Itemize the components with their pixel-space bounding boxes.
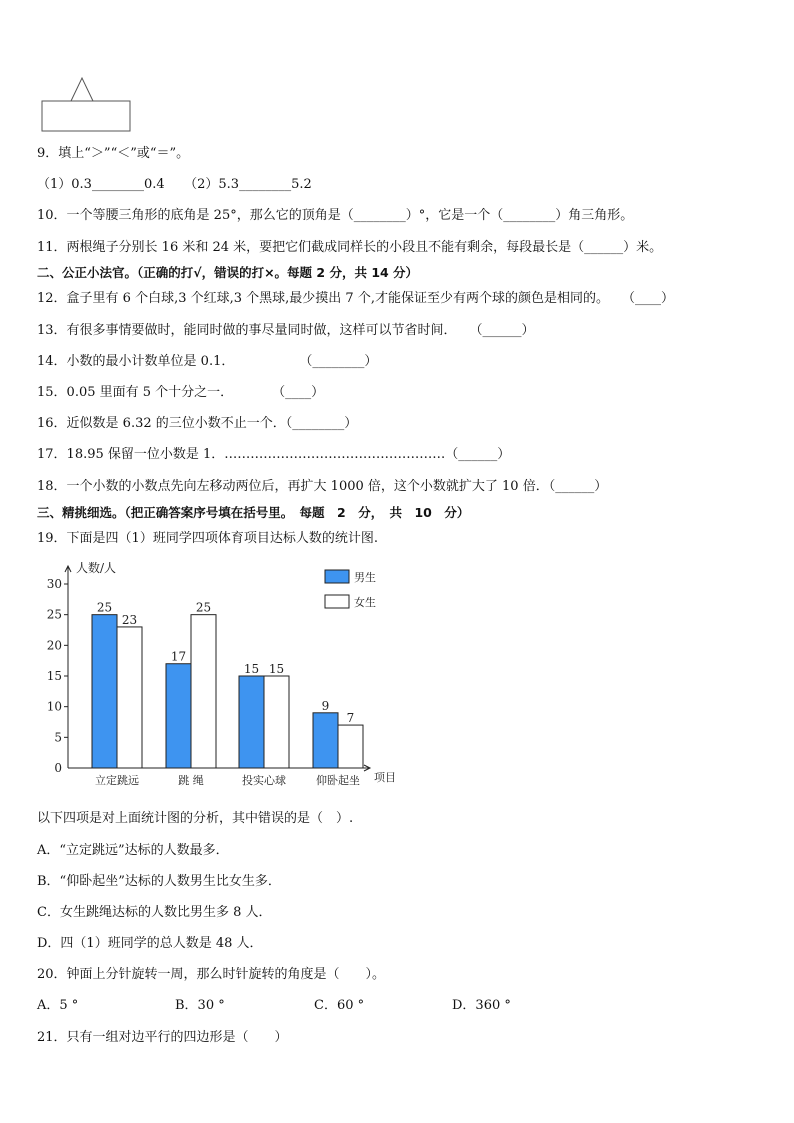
- legend-label: 女生: [354, 596, 376, 609]
- section-2-heading: 二、公正小法官。（正确的打√，错误的打×。每题 2 分，共 14 分）: [37, 265, 419, 280]
- q9-stem: 9．填上“＞”“＜”或“＝”。: [37, 146, 190, 161]
- q20-stem: 20．钟面上分针旋转一周，那么时针旋转的角度是（ ）。: [37, 967, 386, 982]
- q20-option-c: C．60 °: [314, 998, 365, 1013]
- q19-option-b: B．“仰卧起坐”达标的人数男生比女生多．: [37, 874, 281, 889]
- legend-label: 男生: [354, 571, 376, 584]
- y-tick-label: 10: [46, 699, 62, 714]
- x-axis-label: 项目: [374, 771, 396, 784]
- q12: 12．盒子里有 6 个白球,3 个红球,3 个黑球,最少摸出 7 个,才能保证至少有两个球的颜色是相同的。 （____）: [37, 291, 674, 306]
- bar-value-label: 7: [346, 711, 355, 726]
- q13: 13．有很多事情要做时，能同时做的事尽量同时做，这样可以节省时间． （______）: [37, 323, 535, 338]
- bar-value-label: 25: [195, 600, 212, 615]
- q19-option-d: D．四（1）班同学的总人数是 48 人．: [37, 936, 263, 951]
- q16: 16．近似数是 6.32 的三位小数不止一个．（________）: [37, 416, 358, 431]
- bar-girls: [191, 615, 216, 768]
- q11: 11．两根绳子分别长 16 米和 24 米，要把它们截成同样长的小段且不能有剩余，每段最长是（______）米。: [37, 240, 663, 255]
- legend-swatch: [325, 595, 349, 608]
- bar-boys: [239, 676, 264, 768]
- q14: 14．小数的最小计数单位是 0.1． （________）: [37, 354, 378, 369]
- q17: 17．18.95 保留一位小数是 1．……………………………………………（______）: [37, 447, 511, 462]
- x-tick-label: 立定跳远: [95, 774, 139, 787]
- y-tick-label: 0: [54, 761, 62, 775]
- bar-boys: [92, 615, 117, 768]
- bar-value-label: 15: [243, 662, 260, 676]
- legend-swatch: [325, 570, 349, 583]
- bar-value-label: 15: [268, 662, 285, 676]
- q18: 18．一个小数的小数点先向左移动两位后，再扩大 1000 倍，这个小数就扩大了 10 倍．（______）: [37, 479, 608, 494]
- q15: 15．0.05 里面有 5 个十分之一． （____）: [37, 385, 325, 400]
- q10: 10．一个等腰三角形的底角是 25°，那么它的顶角是（________）°，它是一个（________）角三角形。: [37, 208, 634, 223]
- figure-triangle: [71, 78, 93, 101]
- bar-boys: [313, 713, 338, 768]
- section-3-heading: 三、精挑细选。（把正确答案序号填在括号里。 每题 2 分， 共 10 分）: [37, 505, 470, 520]
- bar-girls: [338, 725, 363, 768]
- y-axis-label: 人数/人: [76, 561, 117, 575]
- bar-boys: [166, 664, 191, 768]
- bar-value-label: 17: [170, 649, 187, 664]
- y-tick-label: 20: [46, 638, 62, 653]
- y-tick-label: 5: [54, 730, 62, 745]
- bar-value-label: 9: [321, 698, 330, 713]
- q19-question: 以下四项是对上面统计图的分析，其中错误的是（ ）.: [37, 811, 354, 826]
- figure-rectangle: [42, 101, 130, 131]
- q21: 21．只有一组对边平行的四边形是（ ）: [37, 1030, 288, 1045]
- y-tick-label: 15: [46, 669, 62, 683]
- shape-figure: [41, 76, 133, 134]
- x-tick-label: 投实心球: [242, 774, 286, 787]
- bar-chart: [46, 556, 410, 796]
- q19-option-c: C．女生跳绳达标的人数比男生多 8 人．: [37, 905, 272, 920]
- q20-option-d: D．360 °: [452, 998, 511, 1013]
- x-tick-label: 仰卧起坐: [316, 774, 360, 787]
- q19-option-a: A．“立定跳远”达标的人数最多．: [37, 843, 229, 858]
- y-tick-label: 25: [46, 607, 62, 622]
- y-tick-label: 30: [46, 577, 62, 591]
- q9-parts: （1）0.3________0.4 （2）5.3________5.2: [37, 177, 312, 192]
- q20-option-a: A．5 °: [37, 998, 79, 1013]
- bar-girls: [264, 676, 289, 768]
- q19-stem: 19．下面是四（1）班同学四项体育项目达标人数的统计图.: [37, 531, 378, 546]
- bar-value-label: 25: [96, 600, 113, 615]
- bar-value-label: 23: [121, 612, 138, 627]
- q20-option-b: B．30 °: [175, 998, 225, 1013]
- x-tick-label: 跳 绳: [178, 774, 204, 787]
- bar-girls: [117, 627, 142, 768]
